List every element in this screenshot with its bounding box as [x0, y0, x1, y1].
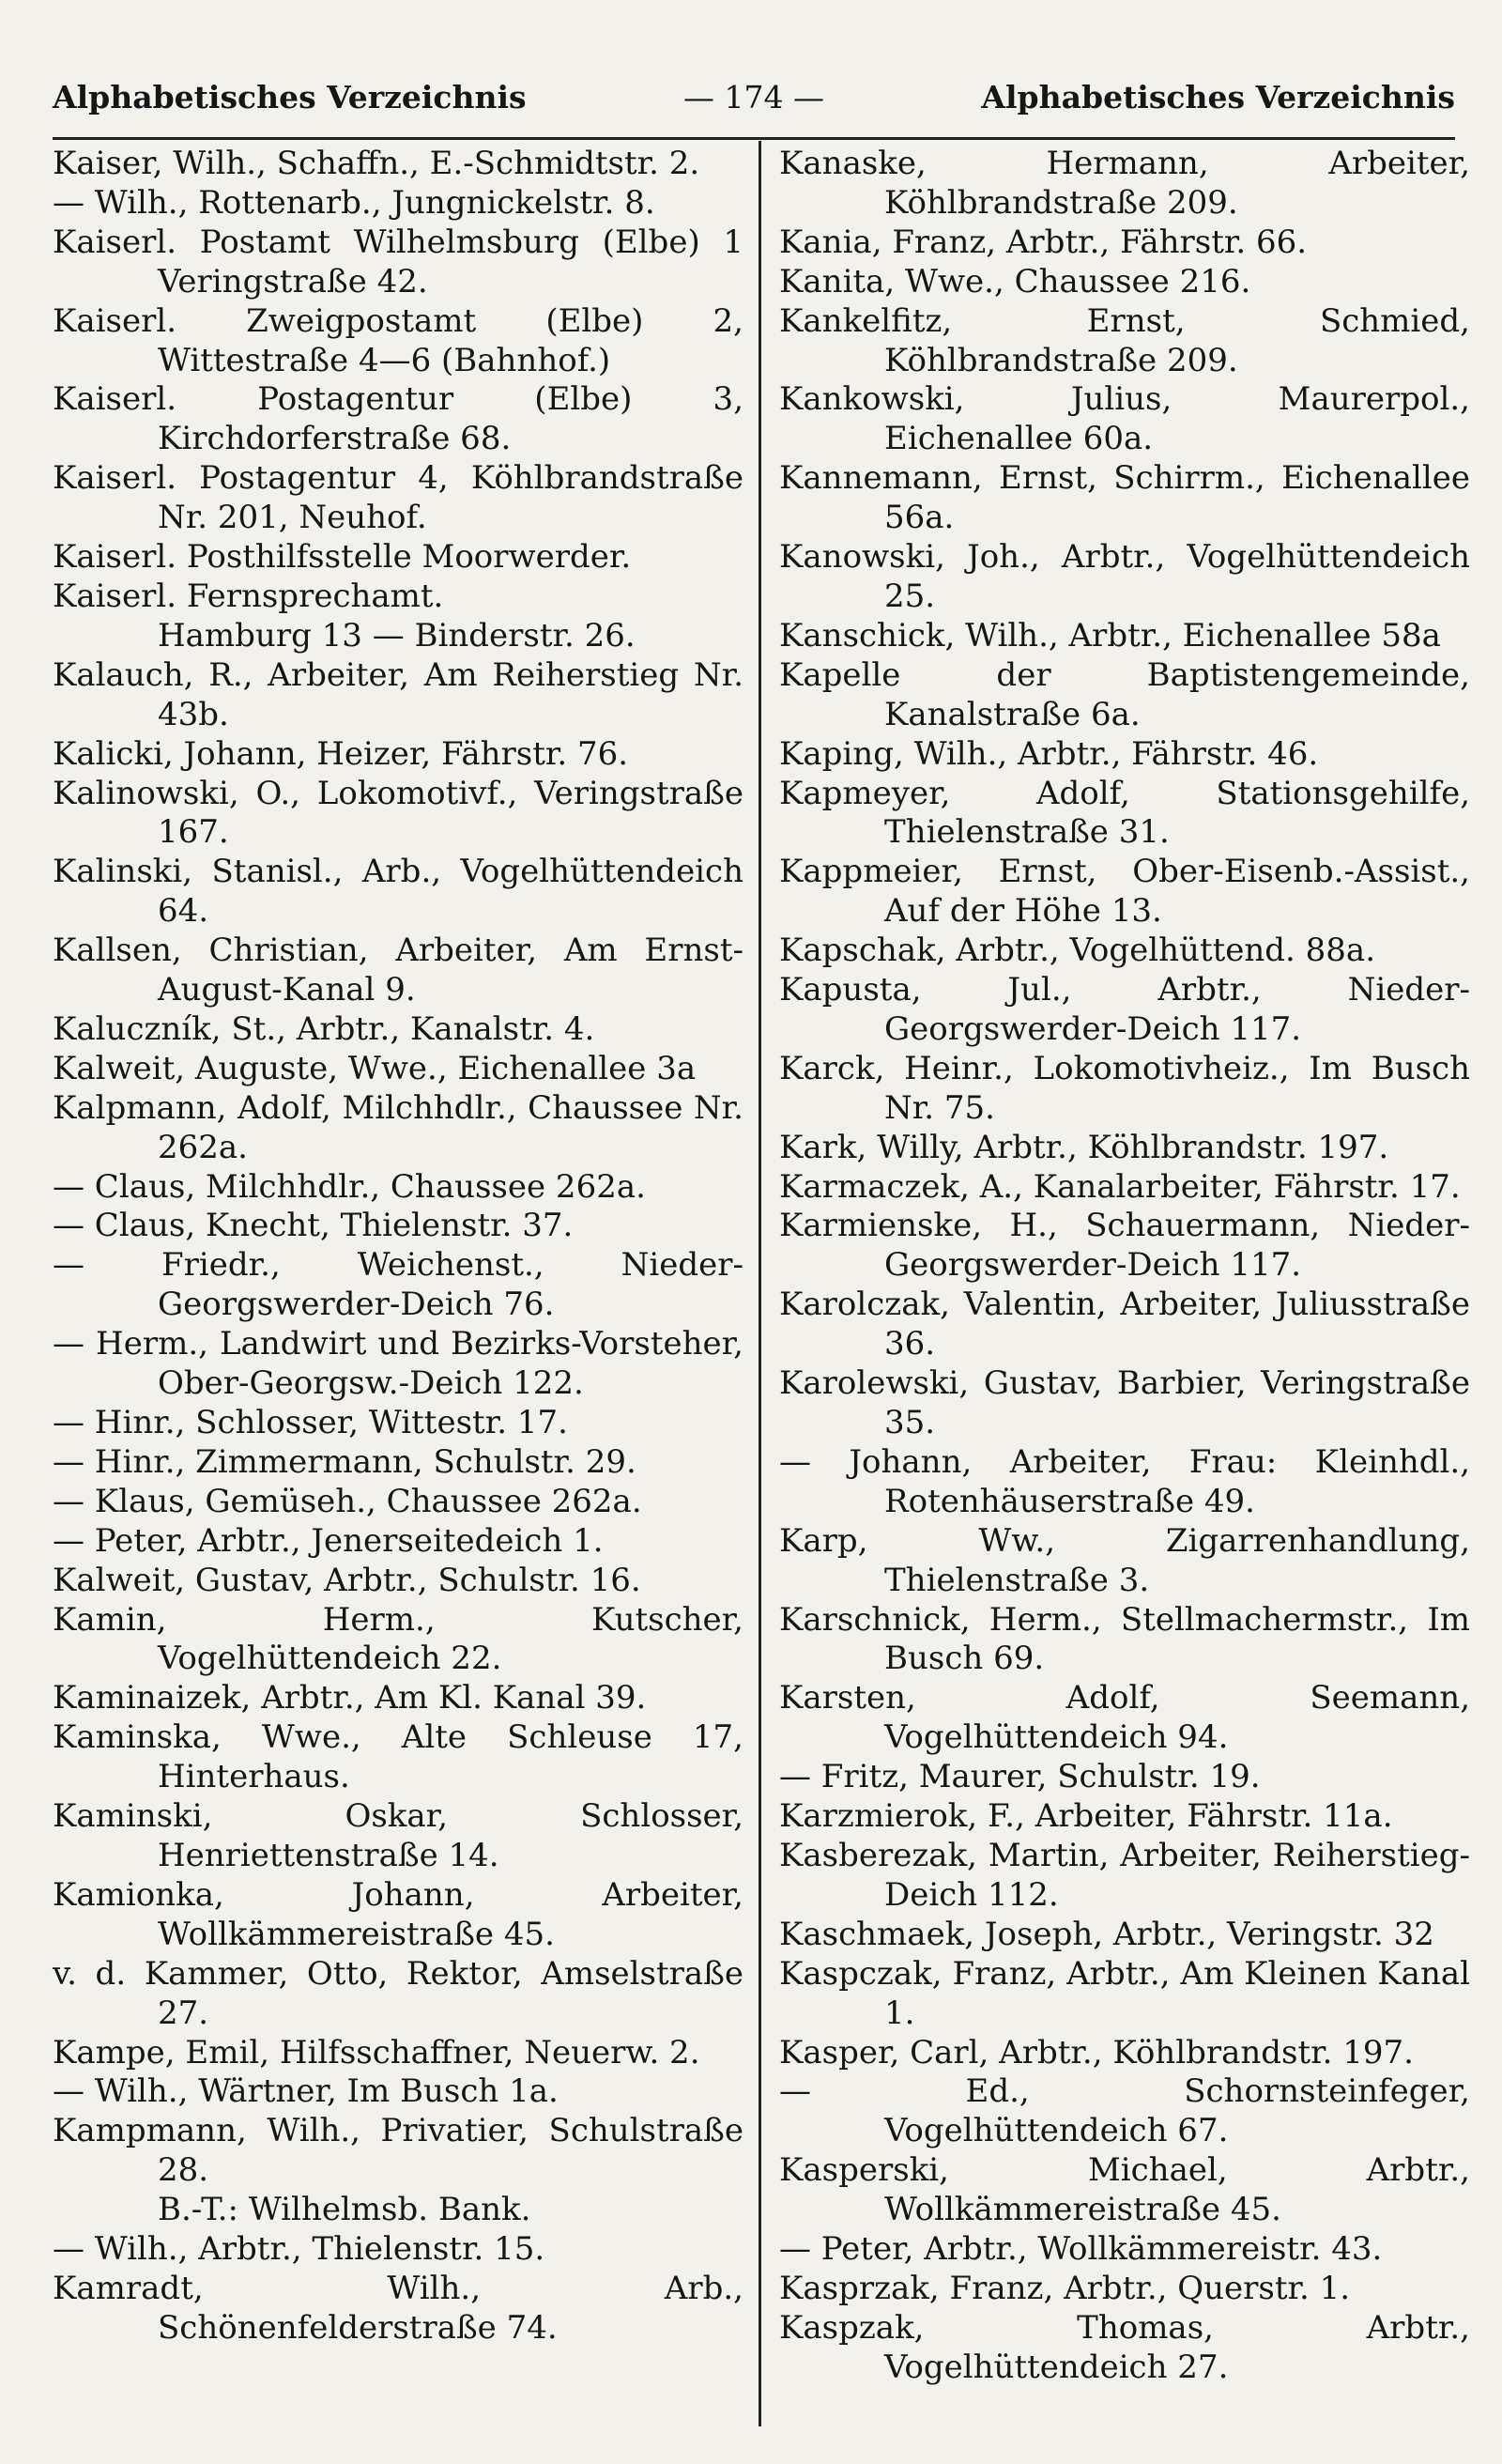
left-column — [53, 145, 743, 2348]
directory-entry: — Peter, Arbtr., Jenerseitedeich 1. — [53, 1521, 604, 1560]
directory-entry: Kankelfitz, Ernst, Schmied, Köhlbrandstraße 209. — [779, 301, 1470, 379]
directory-entry: Kalicki, Johann, Heizer, Fährstr. 76. — [53, 734, 629, 773]
directory-entry: — Ed., Schornsteinfeger, Vogelhüttendeich 67. — [779, 2072, 1470, 2150]
directory-entry: Kaspczak, Franz, Arbtr., Am Kleinen Kanal 1. — [779, 1954, 1470, 2032]
directory-entry: Kannemann, Ernst, Schirrm., Eichenallee 56a. — [779, 459, 1470, 537]
directory-entry: Kaiserl. Postagentur (Elbe) 3, Kirchdorferstraße 68. — [53, 380, 743, 458]
directory-entry: — Hinr., Schlosser, Wittestr. 17. — [53, 1404, 568, 1441]
directory-entry: Kampe, Emil, Hilfsschaffner, Neuerw. 2. — [53, 2033, 700, 2071]
page-header — [53, 79, 1455, 126]
directory-entry: Karmaczek, A., Kanalarbeiter, Fährstr. 17. — [779, 1167, 1461, 1206]
header-left-title: Alphabetisches Verzeichnis — [53, 79, 527, 116]
column-divider — [759, 141, 761, 2426]
directory-entry: Kalinowski, O., Lokomotivf., Veringstraße 167. — [53, 774, 743, 852]
directory-entry: Kappmeier, Ernst, Ober-Eisenb.-Assist., Auf der Höhe 13. — [779, 853, 1470, 931]
right-column — [779, 145, 1470, 2388]
directory-entry: Kaiserl. Zweigpostamt (Elbe) 2, Wittestraße 4—6 (Bahnhof.) — [53, 301, 743, 379]
directory-entry: — Wilh., Arbtr., Thielenstr. 15. — [53, 2230, 545, 2269]
directory-entry: Kaiserl. Posthilfsstelle Moorwerder. — [53, 538, 632, 577]
directory-entry: Karmienske, H., Schauermann, Nieder-Georgswerder-Deich 117. — [779, 1207, 1470, 1285]
directory-entry: Kamionka, Johann, Arbeiter, Wollkämmereistraße 45. — [53, 1875, 743, 1953]
directory-entry: Karck, Heinr., Lokomotivheiz., Im Busch Nr. 75. — [779, 1049, 1470, 1127]
directory-entry: Kaiserl. Postamt Wilhelmsburg (Elbe) 1 Veringstraße 42. — [53, 223, 743, 300]
directory-entry: Kaspzak, Thomas, Arbtr., Vogelhüttendeich 27. — [779, 2308, 1470, 2386]
directory-entry: Kanowski, Joh., Arbtr., Vogelhüttendeich 25. — [779, 538, 1470, 615]
directory-entry: Karolczak, Valentin, Arbeiter, Juliusstraße 36. — [779, 1286, 1470, 1363]
directory-entry: Kalweit, Auguste, Wwe., Eichenallee 3a — [53, 1049, 697, 1087]
directory-entry: v. d. Kammer, Otto, Rektor, Amselstraße 27. — [53, 1954, 743, 2032]
directory-entry: Karzmierok, F., Arbeiter, Fährstr. 11a. — [779, 1797, 1393, 1836]
directory-entry: Kapelle der Baptistengemeinde, Kanalstraße 6a. — [779, 655, 1470, 733]
directory-entry: Kallsen, Christian, Arbeiter, Am Ernst-August-Kanal 9. — [53, 932, 743, 1009]
directory-entry: Kaiserl. Fernsprechamt. — [53, 577, 444, 615]
directory-entry: Kamin, Herm., Kutscher, Vogelhüttendeich 22. — [53, 1600, 743, 1678]
directory-entry: — Claus, Milchhdlr., Chaussee 262a. — [53, 1167, 646, 1206]
directory-entry: Kanita, Wwe., Chaussee 216. — [779, 262, 1251, 300]
directory-entry: Kampmann, Wilh., Privatier, Schulstraße 28. — [53, 2112, 743, 2190]
header-right-title: Alphabetisches Verzeichnis — [981, 79, 1455, 116]
header-rule — [53, 137, 1455, 140]
directory-entry: Kapschak, Arbtr., Vogelhüttend. 88a. — [779, 932, 1376, 970]
directory-entry: Kapusta, Jul., Arbtr., Nieder-Georgswerder-Deich 117. — [779, 971, 1470, 1048]
directory-entry: Kaminska, Wwe., Alte Schleuse 17, Hinterhaus. — [53, 1718, 743, 1796]
directory-entry: Karolewski, Gustav, Barbier, Veringstraße 35. — [779, 1364, 1470, 1441]
directory-entry: Kalauch, R., Arbeiter, Am Reiherstieg Nr. 43b. — [53, 655, 743, 733]
directory-entry: Karsten, Adolf, Seemann, Vogelhüttendeich 94. — [779, 1679, 1470, 1757]
directory-entry: — Friedr., Weichenst., Nieder-Georgswerder-Deich 76. — [53, 1246, 743, 1324]
directory-entry: Hamburg 13 — Binderstr. 26. — [158, 616, 636, 654]
directory-entry: Kaiserl. Postagentur 4, Köhlbrandstraße Nr. 201, Neuhof. — [53, 459, 743, 537]
directory-entry: Karschnick, Herm., Stellmachermstr., Im Busch 69. — [779, 1600, 1470, 1678]
directory-entry: — Herm., Landwirt und Bezirks-Vorsteher, Ober-Georgsw.-Deich 122. — [53, 1325, 743, 1403]
directory-entry: — Claus, Knecht, Thielenstr. 37. — [53, 1207, 574, 1245]
directory-entry: Kaminaizek, Arbtr., Am Kl. Kanal 39. — [53, 1679, 647, 1717]
directory-entry: Kaschmaek, Joseph, Arbtr., Veringstr. 32 — [779, 1915, 1434, 1953]
directory-entry: — Wilh., Rottenarb., Jungnickelstr. 8. — [53, 183, 655, 222]
directory-entry: Karp, Ww., Zigarrenhandlung, Thielenstraße 3. — [779, 1521, 1470, 1599]
directory-entry: Kalpmann, Adolf, Milchhdlr., Chaussee Nr. 262a. — [53, 1088, 743, 1166]
directory-entry: Kankowski, Julius, Maurerpol., Eichenallee 60a. — [779, 380, 1470, 458]
directory-entry: Kasperski, Michael, Arbtr., Wollkämmereistraße 45. — [779, 2151, 1470, 2229]
directory-entry: Kania, Franz, Arbtr., Fährstr. 66. — [779, 223, 1308, 261]
directory-entry: — Fritz, Maurer, Schulstr. 19. — [779, 1758, 1261, 1796]
directory-entry: Kanschick, Wilh., Arbtr., Eichenallee 58a — [779, 616, 1441, 654]
directory-entry: — Hinr., Zimmermann, Schulstr. 29. — [53, 1442, 636, 1481]
directory-entry: — Peter, Arbtr., Wollkämmereistr. 43. — [779, 2230, 1383, 2269]
directory-entry: — Johann, Arbeiter, Frau: Kleinhdl., Rotenhäuserstraße 49. — [779, 1442, 1470, 1520]
directory-entry: Kasprzak, Franz, Arbtr., Querstr. 1. — [779, 2269, 1351, 2307]
directory-entry: Kasper, Carl, Arbtr., Köhlbrandstr. 197. — [779, 2033, 1414, 2071]
directory-entry: Kaminski, Oskar, Schlosser, Henriettenstraße 14. — [53, 1797, 743, 1874]
directory-entry: — Klaus, Gemüseh., Chaussee 262a. — [53, 1482, 642, 1520]
directory-entry: Kark, Willy, Arbtr., Köhlbrandstr. 197. — [779, 1128, 1389, 1166]
directory-entry: B.-T.: Wilhelmsb. Bank. — [158, 2191, 531, 2229]
directory-entry: Kasberezak, Martin, Arbeiter, Reiherstieg-Deich 112. — [779, 1836, 1470, 1914]
directory-entry: Kaluczník, St., Arbtr., Kanalstr. 4. — [53, 1009, 595, 1048]
page-number: — 174 — — [683, 79, 824, 116]
directory-entry: Kapmeyer, Adolf, Stationsgehilfe, Thielenstraße 31. — [779, 774, 1470, 852]
directory-entry: Kaiser, Wilh., Schaffn., E.-Schmidtstr. 2. — [53, 145, 700, 182]
directory-entry: Kamradt, Wilh., Arb., Schönenfelderstraße 74. — [53, 2269, 743, 2347]
directory-entry: Kalweit, Gustav, Arbtr., Schulstr. 16. — [53, 1561, 641, 1599]
directory-entry: Kaping, Wilh., Arbtr., Fährstr. 46. — [779, 734, 1319, 773]
directory-entry: Kanaske, Hermann, Arbeiter, Köhlbrandstraße 209. — [779, 145, 1470, 222]
directory-entry: Kalinski, Stanisl., Arb., Vogelhüttendeich 64. — [53, 853, 743, 931]
directory-entry: — Wilh., Wärtner, Im Busch 1a. — [53, 2072, 559, 2111]
